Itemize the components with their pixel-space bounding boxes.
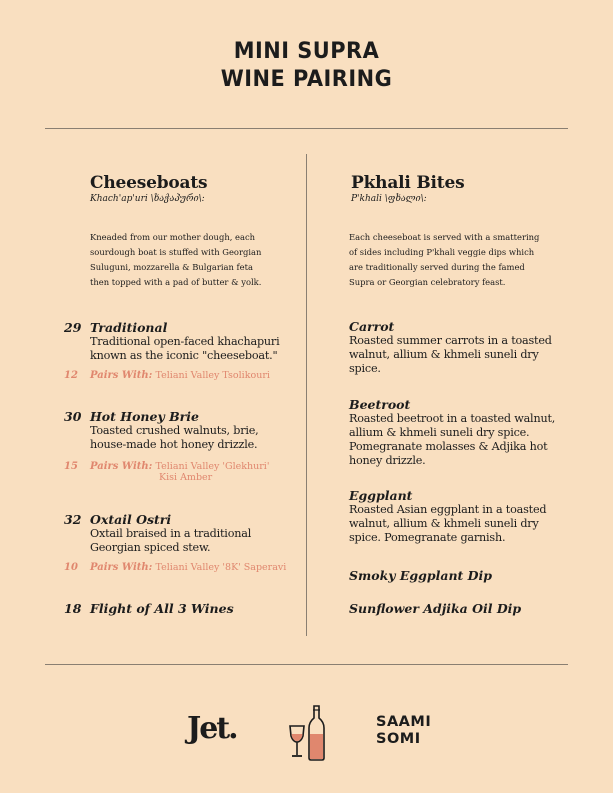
pair-price: 15 xyxy=(64,461,78,472)
item-price: 32 xyxy=(64,512,82,527)
item-price: 29 xyxy=(64,320,82,335)
logo-line-2: SOMI xyxy=(376,731,421,747)
wine-pairing-traditional xyxy=(64,370,304,381)
item-desc: Roasted beetroot in a toasted walnut, allium & khmeli suneli dry spice. Pomegranate molasses & Adjika hot honey drizzle. xyxy=(349,412,556,467)
intro-line: Supra or Georgian celebratory feast. xyxy=(349,277,506,287)
section-subtitle: P'khali \ფხალი\: xyxy=(351,194,427,204)
item-desc: Traditional open-faced khachapuri known as the iconic "cheeseboat." xyxy=(90,335,280,362)
item-price: 18 xyxy=(64,601,82,616)
section-subtitle: Khach'ap'uri \ხაჭაპური\: xyxy=(90,194,205,204)
pair-label: Pairs With: xyxy=(90,370,153,381)
intro-line: then topped with a pad of butter & yolk. xyxy=(90,277,262,287)
pair-price: 12 xyxy=(64,370,78,381)
intro-line: Kneaded from our mother dough, each xyxy=(90,232,256,242)
column-divider xyxy=(306,154,307,636)
pair-wine: Teliani Valley Tsolikouri xyxy=(155,370,270,381)
title-line-1: MINI SUPRA xyxy=(233,39,380,64)
item-name: Eggplant xyxy=(349,488,413,503)
item-desc: Oxtail braised in a traditional Georgian spiced stew. xyxy=(90,527,252,554)
pair-wine-line-2: Kisi Amber xyxy=(159,472,213,483)
section-title: Pkhali Bites xyxy=(351,173,465,193)
menu-item-sunflower-adjika-dip xyxy=(349,602,564,616)
item-name: Flight of All 3 Wines xyxy=(90,601,234,616)
intro-line: sourdough boat is stuffed with Georgian xyxy=(90,247,262,257)
pkhali-heading xyxy=(351,173,464,205)
menu-item-flight xyxy=(64,602,304,616)
intro-line: of sides including P'khali veggie dips which xyxy=(349,247,535,257)
item-name: Beetroot xyxy=(349,397,411,412)
pair-label: Pairs With: xyxy=(90,562,153,573)
item-name: Sunflower Adjika Oil Dip xyxy=(349,601,522,616)
saami-somi-logo xyxy=(376,714,431,748)
intro-line: Each cheeseboat is served with a smattering xyxy=(349,232,540,242)
item-name: Carrot xyxy=(349,319,395,334)
item-name: Traditional xyxy=(90,320,168,335)
menu-item-smoky-eggplant-dip xyxy=(349,569,564,583)
pair-label: Pairs With: xyxy=(90,461,153,472)
section-title: Cheeseboats xyxy=(90,173,208,193)
menu-item-hot-honey-brie xyxy=(64,410,304,452)
logo-line-1: SAAMI xyxy=(376,714,432,730)
menu-item-oxtail-ostri xyxy=(64,513,304,555)
page-title xyxy=(15,38,597,94)
menu-item-beetroot xyxy=(349,398,564,468)
wine-pairing-oxtail-ostri xyxy=(64,562,304,573)
menu-item-eggplant xyxy=(349,489,564,545)
item-desc: Toasted crushed walnuts, brie, house-made hot honey drizzle. xyxy=(90,424,259,451)
top-divider xyxy=(45,128,568,129)
pkhali-intro xyxy=(349,230,564,290)
title-line-2: WINE PAIRING xyxy=(220,67,393,92)
item-desc: Roasted Asian eggplant in a toasted walnut, allium & khmeli suneli dry spice. Pomegranate garnish. xyxy=(349,503,547,544)
menu-item-traditional xyxy=(64,321,304,363)
pair-wine: Teliani Valley 'Glekhuri' xyxy=(155,461,270,472)
item-name: Oxtail Ostri xyxy=(90,512,172,527)
bottom-divider xyxy=(45,664,568,665)
intro-line: are traditionally served during the famed xyxy=(349,262,525,272)
wine-bottle-and-glass-icon xyxy=(286,704,330,762)
item-name: Hot Honey Brie xyxy=(90,409,199,424)
pair-price: 10 xyxy=(64,562,78,573)
menu-item-carrot xyxy=(349,320,564,376)
item-name: Smoky Eggplant Dip xyxy=(349,568,493,583)
cheeseboats-intro xyxy=(90,230,290,290)
item-price: 30 xyxy=(64,409,82,424)
jet-logo: Jet. xyxy=(187,711,237,746)
pair-wine: Teliani Valley '8K' Saperavi xyxy=(155,562,287,573)
wine-pairing-hot-honey-brie xyxy=(64,461,304,483)
item-desc: Roasted summer carrots in a toasted walnut, allium & khmeli suneli dry spice. xyxy=(349,334,552,375)
cheeseboats-heading xyxy=(90,173,207,205)
intro-line: Suluguni, mozzarella & Bulgarian feta xyxy=(90,262,253,272)
